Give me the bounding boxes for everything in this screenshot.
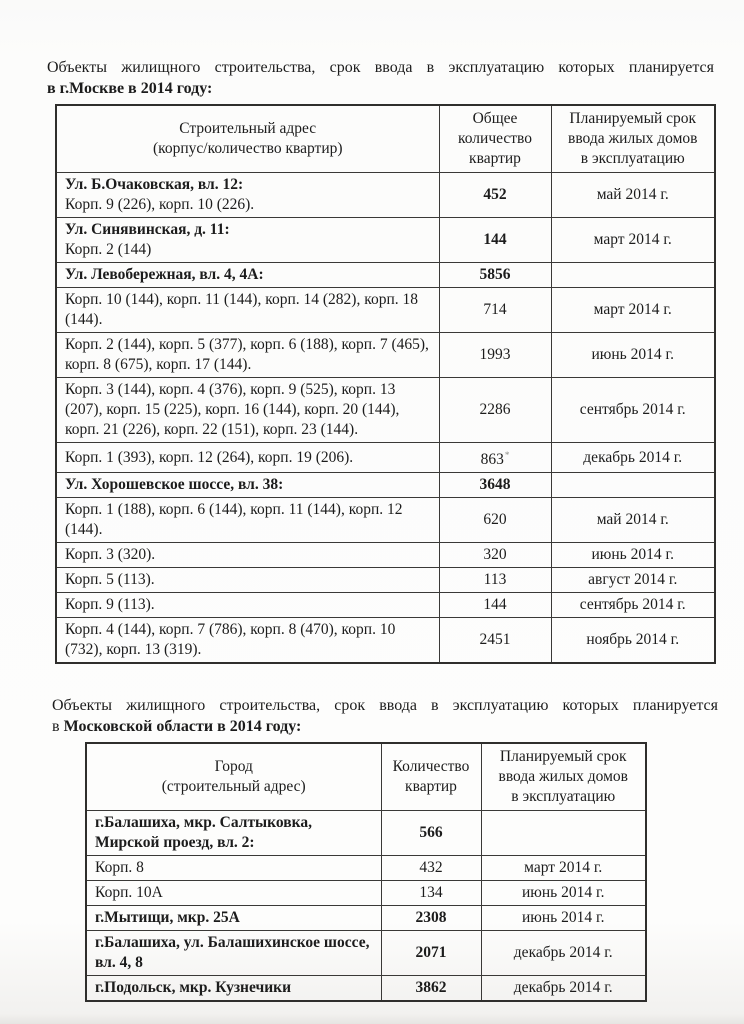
apartment-count: 3862 bbox=[415, 979, 447, 997]
planned-date-cell: май 2014 г. bbox=[551, 173, 715, 218]
header-row bbox=[86, 743, 646, 811]
apartment-count: 620 bbox=[483, 511, 507, 529]
address-line: г.Мытищи, мкр. 25А bbox=[95, 909, 240, 927]
apartment-count-cell bbox=[381, 931, 481, 976]
column-header bbox=[381, 743, 481, 811]
address-line: Корп. 1 (393), корп. 12 (264), корп. 19 (206). bbox=[65, 448, 354, 466]
table-row bbox=[56, 288, 715, 333]
title-text: Московской области в 2014 году: bbox=[63, 718, 302, 736]
table-row bbox=[56, 263, 715, 288]
oblast-table-header bbox=[86, 743, 646, 811]
column-header-line: в эксплуатацию bbox=[580, 150, 685, 167]
table-row bbox=[56, 618, 715, 664]
moscow-table-header bbox=[56, 105, 715, 173]
planned-date-cell: июнь 2014 г. bbox=[481, 906, 646, 931]
apartment-count: 113 bbox=[483, 571, 507, 589]
apartment-count: 144 bbox=[483, 231, 507, 248]
apartment-count-cell bbox=[381, 976, 481, 1002]
column-header bbox=[56, 105, 439, 173]
column-header-line: ввода жилых домов bbox=[568, 130, 698, 147]
column-header-line: (корпус/количество квартир) bbox=[152, 140, 343, 157]
apartment-count: 452 bbox=[483, 186, 507, 203]
address-line: Корп. 8 bbox=[95, 859, 144, 877]
table-row bbox=[56, 333, 715, 378]
apartment-count-cell bbox=[439, 618, 551, 664]
table-row bbox=[56, 443, 715, 473]
apartment-count-cell bbox=[439, 543, 551, 568]
address-cell bbox=[56, 173, 439, 218]
address-cell bbox=[86, 856, 381, 881]
column-header-line: ввода жилых домов bbox=[498, 768, 628, 786]
apartment-count-cell bbox=[381, 856, 481, 881]
address-line: Корп. 3 (320). bbox=[65, 546, 156, 564]
address-line: Ул. Левобережная, вл. 4, 4А: bbox=[65, 266, 264, 283]
column-header-line: Планируемый срок bbox=[569, 110, 697, 127]
address-line: Корп. 1 (188), корп. 6 (144), корп. 11 (144), корп. 12 (144). bbox=[65, 501, 403, 539]
planned-date-cell: сентябрь 2014 г. bbox=[551, 593, 715, 618]
table-row bbox=[56, 593, 715, 618]
title-text: в bbox=[52, 718, 64, 736]
address-line: Корп. 2 (144), корп. 5 (377), корп. 6 (188), корп. 7 (465), корп. 8 (675), корп. 17 (144). bbox=[65, 336, 429, 373]
column-header-line: Общее bbox=[472, 110, 518, 127]
table-row bbox=[56, 543, 715, 568]
apartment-count-cell bbox=[439, 593, 551, 618]
address-cell bbox=[56, 333, 439, 378]
column-header bbox=[551, 105, 715, 173]
planned-date-cell: сентябрь 2014 г. bbox=[551, 378, 715, 443]
apartment-count: 1993 bbox=[479, 346, 511, 363]
table-row bbox=[86, 906, 646, 931]
planned-date-cell: март 2014 г. bbox=[481, 856, 646, 881]
title-line-2 bbox=[52, 716, 718, 737]
address-line: Корп. 5 (113). bbox=[65, 571, 155, 589]
column-header-line: в эксплуатацию bbox=[511, 788, 616, 806]
planned-date-cell: ноябрь 2014 г. bbox=[551, 618, 715, 664]
planned-date-cell: декабрь 2014 г. bbox=[551, 443, 715, 473]
apartment-count-cell bbox=[439, 378, 551, 443]
address-line: Корп. 9 (226), корп. 10 (226). bbox=[65, 196, 255, 213]
column-header bbox=[86, 743, 381, 811]
table-row bbox=[86, 931, 646, 976]
moscow-oblast-section bbox=[0, 695, 744, 1002]
address-line: Корп. 9 (113). bbox=[65, 596, 155, 614]
address-cell bbox=[56, 473, 439, 498]
address-line: Корп. 10 (144), корп. 11 (144), корп. 14 (282), корп. 18 (144). bbox=[65, 291, 418, 328]
apartment-count-cell bbox=[439, 173, 551, 218]
address-cell bbox=[56, 263, 439, 288]
title-line-1: Объекты жилищного строительства, срок ввода в эксплуатацию которых планируется bbox=[52, 697, 718, 715]
table-row bbox=[56, 568, 715, 593]
apartment-count-cell bbox=[439, 568, 551, 593]
apartment-count-cell bbox=[381, 906, 481, 931]
table-row bbox=[86, 856, 646, 881]
table-row bbox=[86, 976, 646, 1002]
address-cell bbox=[56, 593, 439, 618]
apartment-count: 432 bbox=[419, 859, 443, 877]
planned-date-cell: июнь 2014 г. bbox=[551, 333, 715, 378]
apartment-count-cell bbox=[439, 333, 551, 378]
apartment-count: 863 bbox=[480, 451, 504, 469]
planned-date-cell: март 2014 г. bbox=[551, 288, 715, 333]
apartment-count-cell bbox=[439, 498, 551, 543]
planned-date-cell: декабрь 2014 г. bbox=[481, 931, 646, 976]
address-cell bbox=[86, 906, 381, 931]
apartment-count-cell bbox=[439, 443, 551, 473]
address-cell bbox=[56, 443, 439, 473]
moscow-section bbox=[0, 57, 744, 664]
address-cell bbox=[56, 288, 439, 333]
column-header-line: Планируемый срок bbox=[499, 748, 627, 766]
planned-date-cell bbox=[551, 263, 715, 288]
header-row bbox=[56, 105, 715, 173]
title-text: в г.Москве в 2014 году: bbox=[47, 80, 213, 97]
address-line: Ул. Синявинская, д. 11: bbox=[65, 221, 230, 238]
address-cell bbox=[86, 881, 381, 906]
planned-date-cell: июнь 2014 г. bbox=[481, 881, 646, 906]
apartment-count: 5856 bbox=[479, 266, 511, 283]
address-cell bbox=[86, 976, 381, 1002]
apartment-count-cell bbox=[439, 288, 551, 333]
table-row bbox=[56, 473, 715, 498]
column-header-line: квартир bbox=[469, 150, 521, 167]
address-line: Корп. 2 (144) bbox=[65, 241, 152, 258]
apartment-count: 566 bbox=[419, 824, 443, 842]
address-line: Корп. 10А bbox=[95, 884, 163, 902]
address-cell bbox=[86, 811, 381, 856]
apartment-count-cell bbox=[381, 811, 481, 856]
table-row bbox=[56, 378, 715, 443]
address-cell bbox=[56, 498, 439, 543]
apartment-count: 2451 bbox=[479, 631, 511, 649]
planned-date-cell: март 2014 г. bbox=[551, 218, 715, 263]
address-line: г.Балашиха, ул. Балашихинское шоссе, вл. 4, 8 bbox=[95, 934, 370, 972]
address-cell bbox=[56, 543, 439, 568]
apartment-count-cell bbox=[439, 263, 551, 288]
column-header-line: Город bbox=[214, 758, 253, 776]
column-header bbox=[439, 105, 551, 173]
apartment-count-cell bbox=[439, 473, 551, 498]
moscow-housing-table bbox=[55, 104, 716, 664]
address-cell bbox=[56, 378, 439, 443]
apartment-count: 2286 bbox=[479, 401, 511, 418]
apartment-count-cell bbox=[381, 881, 481, 906]
apartment-count-cell bbox=[439, 218, 551, 263]
address-line: г.Балашиха, мкр. Салтыковка, Мирской проезд, вл. 2: bbox=[95, 814, 312, 852]
moscow-section-title bbox=[47, 57, 714, 99]
moscow-table-body bbox=[56, 173, 715, 664]
title-line-2 bbox=[47, 78, 714, 99]
column-header-line: квартир bbox=[405, 778, 457, 796]
address-cell bbox=[56, 618, 439, 664]
apartment-count: 3648 bbox=[479, 476, 511, 494]
planned-date-cell bbox=[481, 811, 646, 856]
address-line: Ул. Хорошевское шоссе, вл. 38: bbox=[65, 476, 284, 494]
address-cell bbox=[86, 931, 381, 976]
address-line: Корп. 4 (144), корп. 7 (786), корп. 8 (470), корп. 10 (732), корп. 13 (319). bbox=[65, 621, 396, 659]
column-header-line: (строительный адрес) bbox=[161, 778, 306, 796]
apartment-count: 2071 bbox=[415, 944, 447, 962]
column-header-line: количество bbox=[458, 130, 532, 147]
count-note-mark: * bbox=[504, 450, 510, 460]
apartment-count: 320 bbox=[483, 546, 507, 564]
planned-date-cell: июнь 2014 г. bbox=[551, 543, 715, 568]
address-cell bbox=[56, 568, 439, 593]
address-cell bbox=[56, 218, 439, 263]
column-header-line: Количество bbox=[392, 758, 470, 776]
table-row bbox=[56, 218, 715, 263]
moscow-oblast-housing-table bbox=[85, 742, 647, 1002]
address-line: г.Подольск, мкр. Кузнечики bbox=[95, 979, 292, 997]
apartment-count: 144 bbox=[483, 596, 507, 614]
column-header-line: Строительный адрес bbox=[179, 120, 317, 137]
apartment-count: 134 bbox=[419, 884, 443, 902]
planned-date-cell: август 2014 г. bbox=[551, 568, 715, 593]
address-line: Ул. Б.Очаковская, вл. 12: bbox=[65, 176, 244, 193]
table-row bbox=[56, 173, 715, 218]
oblast-table-body bbox=[86, 811, 646, 1002]
planned-date-cell: май 2014 г. bbox=[551, 498, 715, 543]
planned-date-cell: декабрь 2014 г. bbox=[481, 976, 646, 1002]
table-row bbox=[86, 811, 646, 856]
moscow-oblast-section-title bbox=[52, 695, 718, 737]
apartment-count: 714 bbox=[483, 301, 507, 318]
table-row bbox=[86, 881, 646, 906]
planned-date-cell bbox=[551, 473, 715, 498]
address-line: Корп. 3 (144), корп. 4 (376), корп. 9 (525), корп. 13 (207), корп. 15 (225), корп. 16 (144), корп. 20 (144), корп. 21 (226), корп. 22 (151), корп. 23 (144). bbox=[65, 381, 400, 438]
column-header bbox=[481, 743, 646, 811]
apartment-count: 2308 bbox=[415, 909, 447, 927]
table-row bbox=[56, 498, 715, 543]
title-line-1: Объекты жилищного строительства, срок ввода в эксплуатацию которых планируется bbox=[47, 59, 714, 76]
